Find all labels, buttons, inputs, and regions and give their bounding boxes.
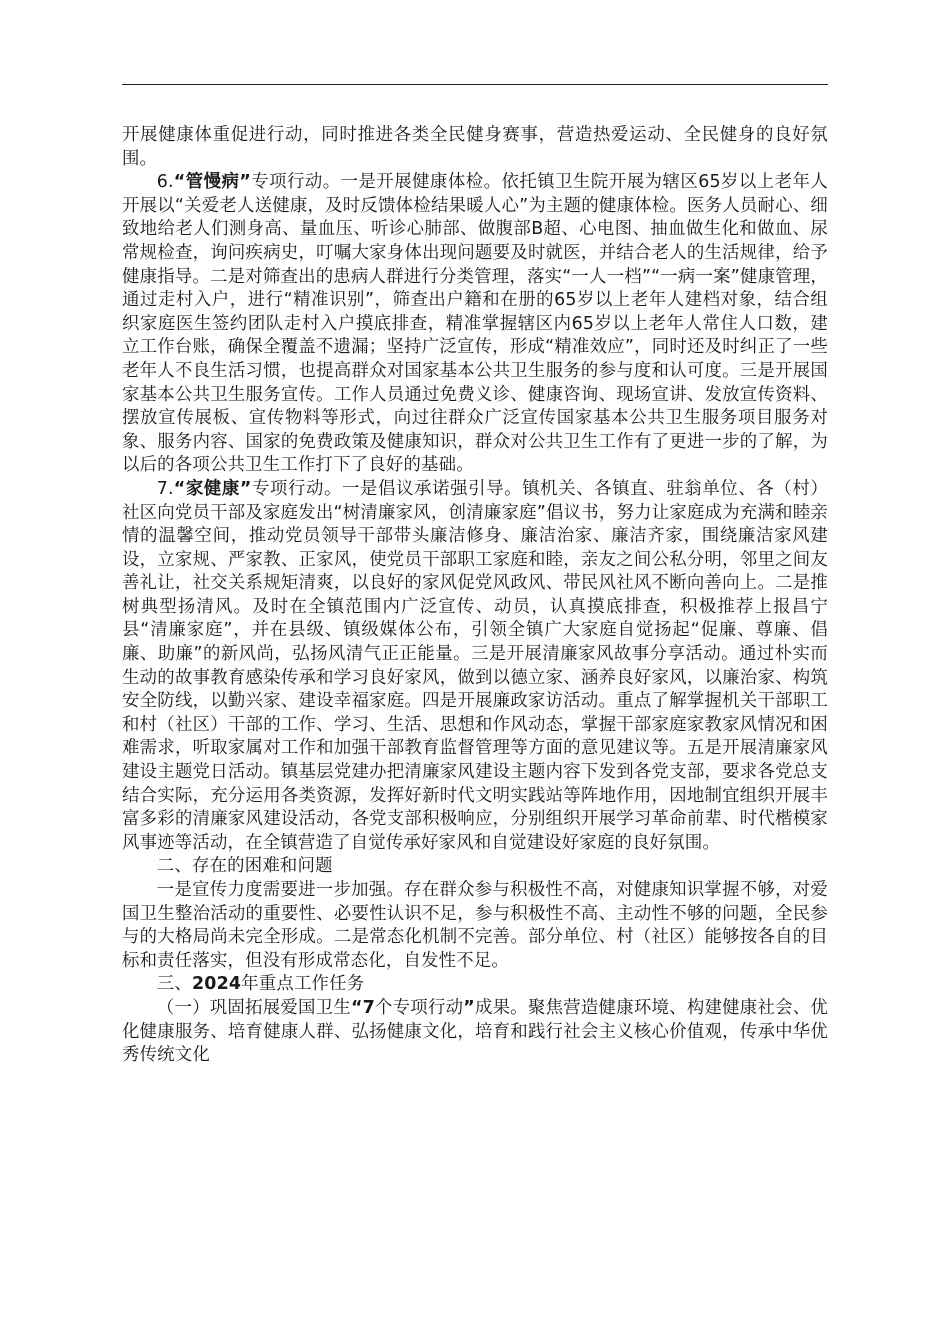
bold-text: “管慢病” xyxy=(173,172,251,193)
text-run: 专项行动。一是开展健康体检。依托镇卫生院开展为辖区65岁以上老年人开展以“关爱老人送健康，及时反馈体检结果暖人心”为主题的健康体检。医务人员耐心、细致地给老人们测身高、量血压、听诊心肺部、做腹部B超、心电图、抽血做生化和做血、尿常规检查，询问疾病史，叮嘱大家身体出现问题要及时就医，并结合老人的生活规律，给予健康指导。二是对筛查出的患病人群进行分类管理，落实“一人一档”“一病一案”健康管理，通过走村入户，进行“精准识别”，筛查出户籍和在册的65岁以上老年人建档对象，结合组织家庭医生签约团队走村入户摸底排查，精准掌握辖区内65岁以上老年人常住人口数，建立工作台账，确保全覆盖不遗漏；坚持广泛宣传，形成“精准效应”，同时还及时纠正了一些老年人不良生活习惯，也提高群众对国家基本公共卫生服务的参与度和认可度。三是开展国家基本公共卫生服务宣传。工作人员通过免费义诊、健康咨询、现场宣讲、发放宣传资料、摆放宣传展板、宣传物料等形式，向过往群众广泛宣传国家基本公共卫生服务项目服务对象、服务内容、国家的免费政策及健康知识，群众对公共卫生工作有了更进一步的了解，为以后的各项公共卫生工作打下了良好的基础。 xyxy=(122,172,828,476)
bold-text: ” xyxy=(463,997,475,1018)
paragraph-p0 xyxy=(122,124,828,171)
paragraph-p2 xyxy=(122,478,828,856)
text-run: 成果。聚焦营造健康环境、构建健康社会、优化健康服务、培育健康人群、弘扬健康文化，培育和践行社会主义核心价值观，传承中华优秀传统文化 xyxy=(122,997,828,1066)
text-run: 专项行动。一是倡议承诺强引导。镇机关、各镇直、驻翁单位、各（村）社区向党员干部及家庭发出“树清廉家风，创清廉家庭”倡议书，努力让家庭成为充满和睦亲情的温馨空间，推动党员领导干部带头廉洁修身、廉洁治家、廉洁齐家，围绕廉洁家风建设，立家规、严家教、正家风，使党员干部职工家庭和睦，亲友之间公私分明，邻里之间友善礼让，社交关系规矩清爽，以良好的家风促党风政风、带民风社风不断向善向上。二是推树典型扬清风。及时在全镇范围内广泛宣传、动员，认真摸底排查，积极推荐上报昌宁县“清廉家庭”，并在县级、镇级媒体公布，引领全镇广大家庭自觉扬起“促廉、尊廉、倡廉、助廉”的新风尚，弘扬风清气正正能量。三是开展清廉家风故事分享活动。通过朴实而生动的故事教育感染传承和学习良好家风，做到以德立家、涵养良好家风，以廉治家、构筑安全防线，以勤兴家、建设幸福家庭。四是开展廉政家访活动。重点了解掌握机关干部职工和村（社区）干部的工作、学习、生活、思想和作风动态，掌握干部家庭家教家风情况和困难需求，听取家属对工作和加强干部教育监督管理等方面的意见建议等。五是开展清廉家风建设主题党日活动。镇基层党建办把清廉家风建设主题内容下发到各党支部，要求各党总支结合实际，充分运用各类资源，发挥好新时代文明实践站等阵地作用，因地制宜组织开展丰富多彩的清廉家风建设活动，各党支部积极响应，分别组织开展学习革命前辈、时代楷模家风事迹等活动，在全镇营造了自觉传承好家风和自觉建设好家庭的良好氛围。 xyxy=(122,478,828,853)
bold-text: “7 xyxy=(351,997,375,1018)
text-run: 一是宣传力度需要进一步加强。存在群众参与积极性不高，对健康知识掌握不够，对爱国卫生整治活动的重要性、必要性认识不足，参与积极性不高、主动性不够的问题，全民参与的大格局尚未完全形成。二是常态化机制不完善。部分单位、村（社区）能够按各自的目标和责任落实，但没有形成常态化，自发性不足。 xyxy=(122,880,828,971)
text-run: 开展健康体重促进行动，同时推进各类全民健身赛事，营造热爱运动、全民健身的良好氛围。 xyxy=(122,125,828,169)
paragraph-p6 xyxy=(122,997,828,1068)
text-run: 年重点工作任务 xyxy=(241,974,365,995)
text-run: 7. xyxy=(156,478,174,499)
text-run: （一）巩固拓展爱国卫生 xyxy=(156,997,351,1018)
paragraph-p3 xyxy=(122,855,828,879)
text-run: 二、存在的困难和问题 xyxy=(156,856,333,877)
document-body xyxy=(122,124,828,1068)
paragraph-p5 xyxy=(122,973,828,997)
header-rule xyxy=(122,84,828,85)
text-run: 6. xyxy=(156,172,174,193)
text-run: 三、 xyxy=(156,974,192,995)
bold-text: “家健康” xyxy=(173,478,252,499)
paragraph-p1 xyxy=(122,171,828,478)
bold-text: 2024 xyxy=(191,974,242,995)
paragraph-p4 xyxy=(122,879,828,973)
text-run: 个专项行动 xyxy=(374,997,464,1018)
